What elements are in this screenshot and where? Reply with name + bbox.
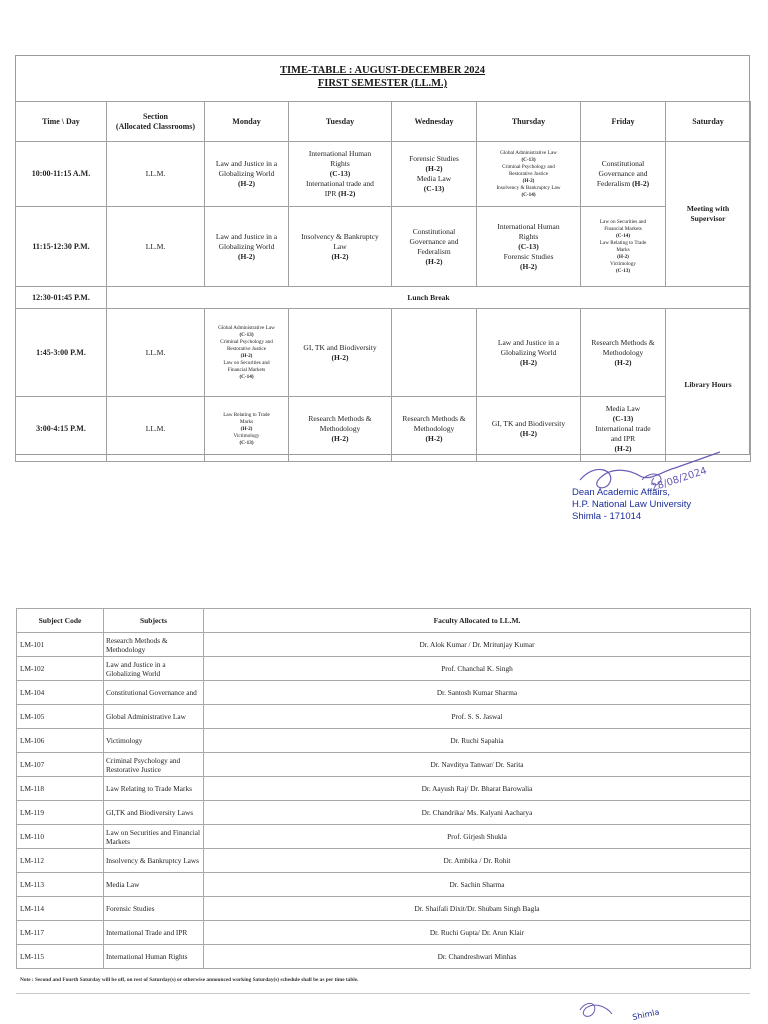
thursday-cell: Law and Justice in a Globalizing World (H-2): [477, 309, 581, 397]
timetable-header-row: [16, 102, 751, 142]
friday-cell: Research Methods & Methodology (H-2): [581, 309, 666, 397]
dean-line-1: Dean Academic Affairs,: [572, 487, 671, 498]
tuesday-cell: GI, TK and Biodiversity (H-2): [289, 309, 392, 397]
slot-row-1: [16, 142, 751, 207]
header-wednesday: Wednesday: [392, 102, 477, 142]
slot-time: 1:45-3:00 P.M.: [16, 309, 107, 397]
monday-cell: Law and Justice in a Globalizing World (H-2): [205, 142, 289, 207]
subject-name: Research Methods & Methodology: [104, 633, 204, 657]
subject-name: Constitutional Governance and: [104, 681, 204, 705]
table-row: [17, 897, 751, 921]
timetable: [15, 101, 751, 462]
saturday-meeting-cell: Meeting with Supervisor: [666, 142, 751, 287]
timetable-title: [16, 64, 749, 90]
header-time: Time \ Day: [16, 102, 107, 142]
subject-code: LM-104: [17, 681, 104, 705]
section-cell: LL.M.: [107, 397, 205, 462]
divider: [16, 993, 750, 994]
table-row: [17, 657, 751, 681]
subject-code: LM-110: [17, 825, 104, 849]
subject-name: Law on Securities and Financial Markets: [104, 825, 204, 849]
slot-time: 12:30-01:45 P.M.: [16, 287, 107, 309]
subject-code: LM-119: [17, 801, 104, 825]
subject-code: LM-101: [17, 633, 104, 657]
lunch-row: [16, 287, 751, 309]
shimla-stamp: [572, 996, 692, 1024]
tuesday-cell: Insolvency & Bankruptcy Law (H-2): [289, 207, 392, 287]
monday-cell: Law and Justice in a Globalizing World (H-2): [205, 207, 289, 287]
wednesday-cell: [392, 309, 477, 397]
subject-name: Insolvency & Bankruptcy Laws: [104, 849, 204, 873]
faculty-name: Dr. Chandrika/ Ms. Kalyani Aacharya: [204, 801, 751, 825]
section-cell: LL.M.: [107, 207, 205, 287]
table-row: [17, 729, 751, 753]
faculty-name: Dr. Sachin Sharma: [204, 873, 751, 897]
section-cell: LL.M.: [107, 309, 205, 397]
header-section: Section (Allocated Classrooms): [107, 102, 205, 142]
tuesday-cell: Research Methods & Methodology (H-2): [289, 397, 392, 462]
subject-code: LM-117: [17, 921, 104, 945]
faculty-name: Dr. Chandreshwari Minhas: [204, 945, 751, 969]
faculty-name: Prof. Chanchal K. Singh: [204, 657, 751, 681]
subject-name: Law and Justice in a Globalizing World: [104, 657, 204, 681]
subject-code: LM-107: [17, 753, 104, 777]
thursday-cell: Global Administrative Law (C-13) Criminal Psychology and Restorative Justice (H-2) Insolvency & Bankruptcy Law (C-14): [477, 142, 581, 207]
slot-row-2: [16, 207, 751, 287]
subject-code: LM-112: [17, 849, 104, 873]
friday-cell: Media Law (C-13) International trade and IPR (H-2): [581, 397, 666, 462]
subject-name: International Trade and IPR: [104, 921, 204, 945]
slot-row-3: [16, 309, 751, 397]
slot-time: 10:00-11:15 A.M.: [16, 142, 107, 207]
header-subjects: Subjects: [104, 609, 204, 633]
subject-name: GI,TK and Biodiversity Laws: [104, 801, 204, 825]
faculty-name: Prof. Girjesh Shukla: [204, 825, 751, 849]
table-row: [17, 681, 751, 705]
subject-code: LM-113: [17, 873, 104, 897]
subject-name: Media Law: [104, 873, 204, 897]
faculty-name: Dr. Ruchi Sapahia: [204, 729, 751, 753]
faculty-name: Dr. Alok Kumar / Dr. Mritunjay Kumar: [204, 633, 751, 657]
table-row: [17, 777, 751, 801]
subject-code: LM-118: [17, 777, 104, 801]
subject-code: LM-106: [17, 729, 104, 753]
subject-code: LM-115: [17, 945, 104, 969]
wednesday-cell: Research Methods & Methodology (H-2): [392, 397, 477, 462]
faculty-name: Dr. Santosh Kumar Sharma: [204, 681, 751, 705]
timetable-frame: [15, 55, 750, 455]
header-faculty: Faculty Allocated to LL.M.: [204, 609, 751, 633]
footnote: Note : Second and Fourth Saturday will be off, on rest of Saturday(s) or otherwise announced working Saturday(s) schedule shall be as per time table.: [20, 977, 359, 983]
faculty-name: Dr. Ruchi Gupta/ Dr. Arun Klair: [204, 921, 751, 945]
subject-name: Law Relating to Trade Marks: [104, 777, 204, 801]
tuesday-cell: International Human Rights (C-13) International trade and IPR (H-2): [289, 142, 392, 207]
friday-cell: Law on Securities and Financial Markets (C-14) Law Relating to Trade Marks (H-2) Victimology (C-13): [581, 207, 666, 287]
wednesday-cell: Forensic Studies (H-2) Media Law (C-13): [392, 142, 477, 207]
friday-cell: Constitutional Governance and Federalism (H-2): [581, 142, 666, 207]
slot-time: 3:00-4:15 P.M.: [16, 397, 107, 462]
subject-name: Global Administrative Law: [104, 705, 204, 729]
subject-code: LM-105: [17, 705, 104, 729]
subject-name: International Human Rights: [104, 945, 204, 969]
title-line-2: FIRST SEMESTER (LL.M.): [317, 78, 448, 89]
section-cell: LL.M.: [107, 142, 205, 207]
faculty-name: Dr. Aayush Raj/ Dr. Bharat Barowalia: [204, 777, 751, 801]
monday-cell: Law Relating to Trade Marks (H-2) Victimology (C-13): [205, 397, 289, 462]
header-subject-code: Subject Code: [17, 609, 104, 633]
table-row: [17, 753, 751, 777]
header-tuesday: Tuesday: [289, 102, 392, 142]
thursday-cell: International Human Rights (C-13) Forensic Studies (H-2): [477, 207, 581, 287]
dean-line-3: Shimla - 171014: [572, 511, 642, 522]
table-row: [17, 921, 751, 945]
table-row: [17, 945, 751, 969]
table-row: [17, 873, 751, 897]
faculty-name: Dr. Ambika / Dr. Rohit: [204, 849, 751, 873]
subject-code: LM-114: [17, 897, 104, 921]
wednesday-cell: Constitutional Governance and Federalism (H-2): [392, 207, 477, 287]
subjects-header-row: [17, 609, 751, 633]
table-row: [17, 825, 751, 849]
table-row: [17, 705, 751, 729]
table-row: [17, 633, 751, 657]
subject-name: Criminal Psychology and Restorative Justice: [104, 753, 204, 777]
slot-time: 11:15-12:30 P.M.: [16, 207, 107, 287]
faculty-name: Dr. Navditya Tanwar/ Dr. Sarita: [204, 753, 751, 777]
faculty-name: Prof. S. S. Jaswal: [204, 705, 751, 729]
header-monday: Monday: [205, 102, 289, 142]
signature-date: 28/08/2024: [650, 465, 709, 494]
subject-name: Victimology: [104, 729, 204, 753]
faculty-name: Dr. Shaifali Dixit/Dr. Shubam Singh Bagla: [204, 897, 751, 921]
monday-cell: Global Administrative Law (C-13) Criminal Psychology and Restorative Justice (H-2) Law on Securities and Financial Markets (C-14): [205, 309, 289, 397]
table-row: [17, 849, 751, 873]
header-thursday: Thursday: [477, 102, 581, 142]
lunch-break-cell: Lunch Break: [107, 287, 751, 309]
thursday-cell: GI, TK and Biodiversity (H-2): [477, 397, 581, 462]
stamp-text: Shimla: [631, 1007, 661, 1022]
title-line-1: TIME-TABLE : AUGUST-DECEMBER 2024: [279, 65, 486, 76]
dean-stamp: [572, 487, 691, 523]
subject-name: Forensic Studies: [104, 897, 204, 921]
header-friday: Friday: [581, 102, 666, 142]
table-row: [17, 801, 751, 825]
dean-line-2: H.P. National Law University: [572, 499, 692, 510]
subject-code: LM-102: [17, 657, 104, 681]
subjects-table: [16, 608, 751, 969]
saturday-library-cell: Library Hours: [666, 309, 751, 462]
header-saturday: Saturday: [666, 102, 751, 142]
